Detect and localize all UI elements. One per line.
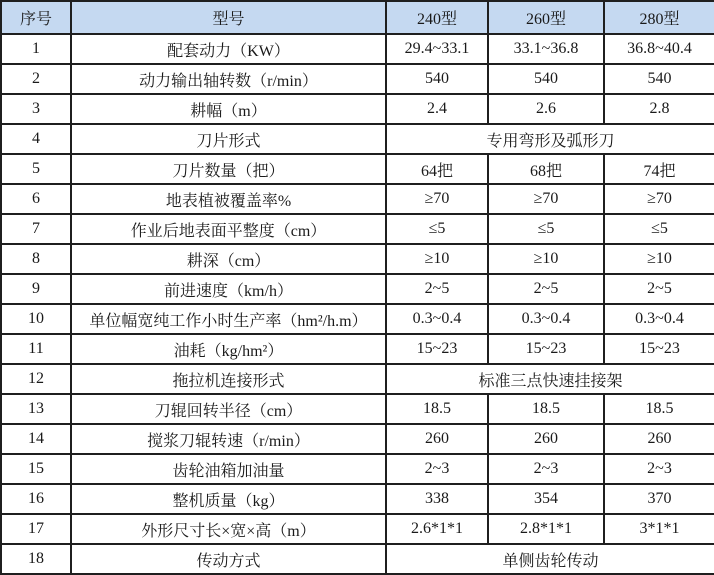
row-number-cell: 7 — [1, 214, 71, 244]
row-number-cell: 16 — [1, 484, 71, 514]
spec-value-cell: 0.3~0.4 — [488, 304, 604, 334]
spec-value-cell: 2~5 — [386, 274, 488, 304]
row-number-cell: 15 — [1, 454, 71, 484]
row-number-cell: 3 — [1, 94, 71, 124]
table-row — [1, 124, 714, 154]
spec-value-cell: 260 — [488, 424, 604, 454]
spec-value-cell: 2~5 — [488, 274, 604, 304]
spec-value-cell: ≥10 — [488, 244, 604, 274]
spec-value-cell: ≥10 — [604, 244, 714, 274]
spec-value-cell: ≤5 — [386, 214, 488, 244]
spec-value-cell: 370 — [604, 484, 714, 514]
spec-value-cell: 18.5 — [488, 394, 604, 424]
spec-value-cell: 260 — [386, 424, 488, 454]
spec-value-cell: 2.6 — [488, 94, 604, 124]
spec-value-cell: 74把 — [604, 154, 714, 184]
spec-value-cell: ≥10 — [386, 244, 488, 274]
row-number-cell: 2 — [1, 64, 71, 94]
spec-value-cell: 18.5 — [386, 394, 488, 424]
spec-value-cell: 540 — [488, 64, 604, 94]
table-row — [1, 364, 714, 394]
spec-value-cell: ≥70 — [488, 184, 604, 214]
spec-value-cell: 29.4~33.1 — [386, 34, 488, 64]
row-number-cell: 8 — [1, 244, 71, 274]
spec-value-cell: 540 — [604, 64, 714, 94]
spec-label-cell: 油耗（kg/hm²） — [71, 334, 386, 364]
spec-label-cell: 单位幅宽纯工作小时生产率（hm²/h.m） — [71, 304, 386, 334]
spec-value-cell: ≥70 — [386, 184, 488, 214]
spec-value-cell: 0.3~0.4 — [604, 304, 714, 334]
spec-value-cell: 540 — [386, 64, 488, 94]
spec-label-cell: 耕深（cm） — [71, 244, 386, 274]
spec-value-cell: 18.5 — [604, 394, 714, 424]
spec-label-cell: 刀辊回转半径（cm） — [71, 394, 386, 424]
table-row — [1, 34, 714, 64]
spec-label-cell: 作业后地表面平整度（cm） — [71, 214, 386, 244]
spec-value-cell: 2~3 — [604, 454, 714, 484]
table-row — [1, 274, 714, 304]
row-number-cell: 17 — [1, 514, 71, 544]
spec-merged-value-cell: 单侧齿轮传动 — [386, 544, 714, 574]
header-col-index: 序号 — [1, 1, 71, 34]
spec-value-cell: 36.8~40.4 — [604, 34, 714, 64]
spec-label-cell: 整机质量（kg） — [71, 484, 386, 514]
spec-value-cell: 2.6*1*1 — [386, 514, 488, 544]
row-number-cell: 1 — [1, 34, 71, 64]
row-number-cell: 13 — [1, 394, 71, 424]
spec-value-cell: ≥70 — [604, 184, 714, 214]
table-row — [1, 424, 714, 454]
table-row — [1, 94, 714, 124]
spec-merged-value-cell: 专用弯形及弧形刀 — [386, 124, 714, 154]
table-row — [1, 304, 714, 334]
row-number-cell: 14 — [1, 424, 71, 454]
row-number-cell: 18 — [1, 544, 71, 574]
table-row — [1, 154, 714, 184]
spec-value-cell: 338 — [386, 484, 488, 514]
spec-label-cell: 耕幅（m） — [71, 94, 386, 124]
row-number-cell: 11 — [1, 334, 71, 364]
table-row — [1, 244, 714, 274]
table-row — [1, 394, 714, 424]
spec-value-cell: 64把 — [386, 154, 488, 184]
spec-value-cell: 260 — [604, 424, 714, 454]
row-number-cell: 6 — [1, 184, 71, 214]
row-number-cell: 12 — [1, 364, 71, 394]
spec-label-cell: 配套动力（KW） — [71, 34, 386, 64]
spec-value-cell: 15~23 — [604, 334, 714, 364]
spec-value-cell: 68把 — [488, 154, 604, 184]
spec-value-cell: 3*1*1 — [604, 514, 714, 544]
spec-value-cell: ≤5 — [488, 214, 604, 244]
spec-label-cell: 地表植被覆盖率% — [71, 184, 386, 214]
spec-label-cell: 齿轮油箱加油量 — [71, 454, 386, 484]
table-row — [1, 454, 714, 484]
spec-value-cell: ≤5 — [604, 214, 714, 244]
table-row — [1, 64, 714, 94]
spec-value-cell: 354 — [488, 484, 604, 514]
spec-label-cell: 外形尺寸长×宽×高（m） — [71, 514, 386, 544]
table-row — [1, 484, 714, 514]
header-col-model: 型号 — [71, 1, 386, 34]
table-row — [1, 514, 714, 544]
spec-value-cell: 15~23 — [386, 334, 488, 364]
row-number-cell: 5 — [1, 154, 71, 184]
spec-value-cell: 2.8*1*1 — [488, 514, 604, 544]
spec-label-cell: 刀片数量（把） — [71, 154, 386, 184]
table-row — [1, 544, 714, 574]
header-col-model-280: 280型 — [604, 1, 714, 34]
spec-label-cell: 刀片形式 — [71, 124, 386, 154]
table-row — [1, 184, 714, 214]
spec-value-cell: 2~3 — [488, 454, 604, 484]
spec-label-cell: 搅浆刀辊转速（r/min） — [71, 424, 386, 454]
spec-merged-value-cell: 标准三点快速挂接架 — [386, 364, 714, 394]
header-col-model-260: 260型 — [488, 1, 604, 34]
row-number-cell: 10 — [1, 304, 71, 334]
table-header-row — [1, 1, 714, 34]
spec-label-cell: 前进速度（km/h） — [71, 274, 386, 304]
spec-value-cell: 15~23 — [488, 334, 604, 364]
spec-value-cell: 2.4 — [386, 94, 488, 124]
row-number-cell: 9 — [1, 274, 71, 304]
spec-label-cell: 传动方式 — [71, 544, 386, 574]
row-number-cell: 4 — [1, 124, 71, 154]
spec-value-cell: 0.3~0.4 — [386, 304, 488, 334]
spec-value-cell: 2~3 — [386, 454, 488, 484]
spec-label-cell: 动力输出轴转数（r/min） — [71, 64, 386, 94]
table-row — [1, 334, 714, 364]
table-row — [1, 214, 714, 244]
spec-label-cell: 拖拉机连接形式 — [71, 364, 386, 394]
spec-value-cell: 2.8 — [604, 94, 714, 124]
spec-value-cell: 2~5 — [604, 274, 714, 304]
spec-value-cell: 33.1~36.8 — [488, 34, 604, 64]
header-col-model-240: 240型 — [386, 1, 488, 34]
